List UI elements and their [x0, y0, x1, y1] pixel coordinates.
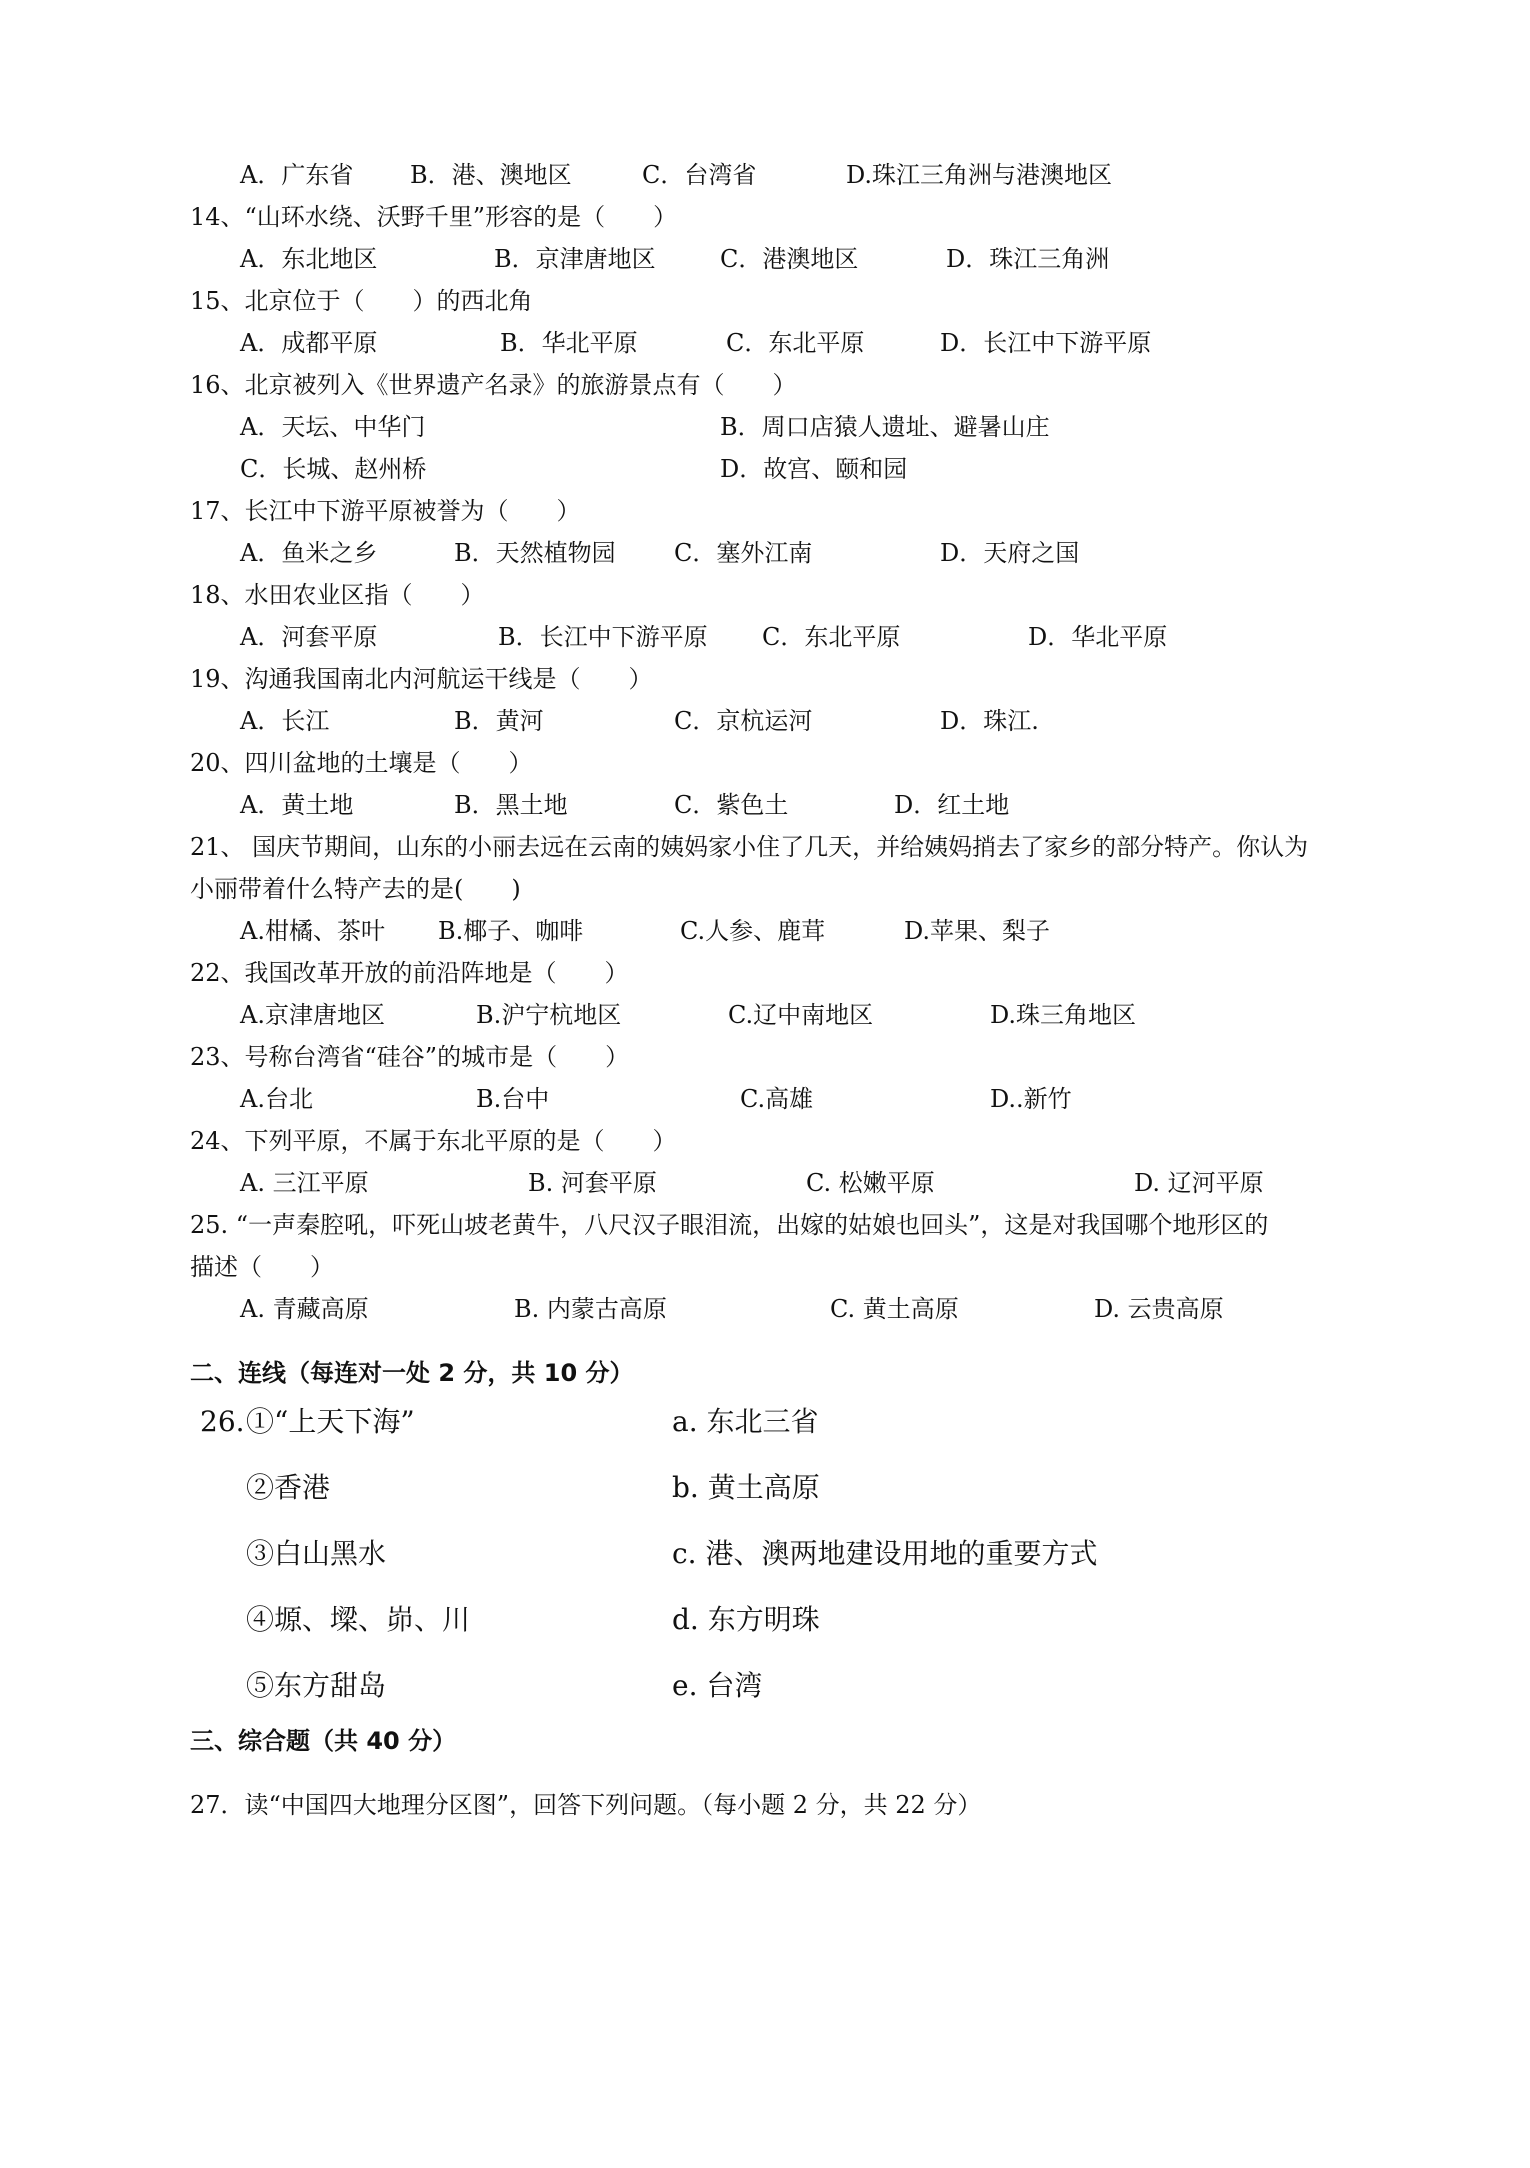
q14-option-d: D．珠江三角洲 — [946, 245, 1110, 273]
q24-stem: 24、下列平原，不属于东北平原的是（ ） — [190, 1127, 677, 1155]
q21-option-b: B.椰子、咖啡 — [438, 917, 584, 945]
q21-option-d: D.苹果、梨子 — [904, 917, 1051, 945]
q26-left-item-2: ②香港 — [246, 1471, 331, 1504]
q22-option-a: A.京津唐地区 — [240, 1001, 385, 1029]
q13-option-a: A．广东省 — [240, 161, 354, 189]
q16-options-row1 — [0, 406, 1530, 448]
q25-options — [0, 1288, 1530, 1330]
q17-stem: 17、长江中下游平原被誉为（ ） — [190, 497, 581, 525]
q19-stem: 19、沟通我国南北内河航运干线是（ ） — [190, 665, 653, 693]
q26-right-item-d: d. 东方明珠 — [672, 1603, 820, 1636]
q20-option-d: D．红土地 — [894, 791, 1010, 819]
q14-option-c: C．港澳地区 — [720, 245, 859, 273]
q13-option-d: D.珠江三角洲与港澳地区 — [846, 161, 1113, 189]
q24-option-c: C. 松嫩平原 — [806, 1169, 935, 1197]
q23-options — [0, 1078, 1530, 1120]
q25-option-b: B. 内蒙古高原 — [514, 1295, 667, 1323]
q18-stem: 18、水田农业区指（ ） — [190, 581, 485, 609]
q21-stem-line2: 小丽带着什么特产去的是( ) — [190, 875, 521, 903]
q20-option-c: C．紫色土 — [674, 791, 789, 819]
q24-option-a: A. 三江平原 — [240, 1169, 369, 1197]
q17-option-b: B．天然植物园 — [454, 539, 616, 567]
q15-option-c: C．东北平原 — [726, 329, 865, 357]
q13-option-b: B．港、澳地区 — [410, 161, 572, 189]
q19-options — [0, 700, 1530, 742]
q13-options — [0, 154, 1530, 196]
q23-option-c: C.高雄 — [740, 1085, 814, 1113]
q21-option-c: C.人参、鹿茸 — [680, 917, 826, 945]
q16-options-row2 — [0, 448, 1530, 490]
q26-right-item-c: c. 港、澳两地建设用地的重要方式 — [672, 1537, 1098, 1570]
q16-option-d: D．故宫、颐和园 — [720, 455, 908, 483]
q22-option-b: B.沪宁杭地区 — [476, 1001, 622, 1029]
q27-stem: 27．读“中国四大地理分区图”，回答下列问题。（每小题 2 分，共 22 分） — [190, 1791, 982, 1819]
q19-option-a: A．长江 — [240, 707, 330, 735]
q13-option-c: C．台湾省 — [642, 161, 757, 189]
q25-option-a: A. 青藏高原 — [240, 1295, 369, 1323]
q22-option-c: C.辽中南地区 — [728, 1001, 874, 1029]
q23-option-d: D..新竹 — [990, 1085, 1072, 1113]
q19-option-c: C．京杭运河 — [674, 707, 813, 735]
q21-option-a: A.柑橘、茶叶 — [240, 917, 385, 945]
q21-options — [0, 910, 1530, 952]
q16-option-b: B．周口店猿人遗址、避暑山庄 — [720, 413, 1050, 441]
q18-option-b: B．长江中下游平原 — [498, 623, 708, 651]
q15-option-a: A．成都平原 — [240, 329, 378, 357]
q26-left-item-3: ③白山黑水 — [246, 1537, 387, 1570]
q15-stem: 15、北京位于（ ）的西北角 — [190, 287, 533, 315]
q24-options — [0, 1162, 1530, 1204]
q14-option-a: A．东北地区 — [240, 245, 378, 273]
q18-options — [0, 616, 1530, 658]
q15-options — [0, 322, 1530, 364]
q24-option-b: B. 河套平原 — [528, 1169, 657, 1197]
q23-option-b: B.台中 — [476, 1085, 550, 1113]
q15-option-b: B．华北平原 — [500, 329, 638, 357]
q17-option-c: C．塞外江南 — [674, 539, 813, 567]
section-3-heading: 三、综合题（共 40 分） — [190, 1727, 457, 1755]
q17-option-a: A．鱼米之乡 — [240, 539, 378, 567]
q14-options — [0, 238, 1530, 280]
q16-option-c: C．长城、赵州桥 — [240, 455, 427, 483]
q18-option-a: A．河套平原 — [240, 623, 378, 651]
q20-options — [0, 784, 1530, 826]
q22-stem: 22、我国改革开放的前沿阵地是（ ） — [190, 959, 629, 987]
q25-stem-line2: 描述（ ） — [190, 1253, 334, 1281]
section-2-heading: 二、连线（每连对一处 2 分，共 10 分） — [190, 1359, 634, 1387]
q26-right-item-e: e. 台湾 — [672, 1669, 763, 1702]
q26-left-item-1: ①“上天下海” — [246, 1405, 415, 1438]
q21-stem-line1: 21、 国庆节期间，山东的小丽去远在云南的姨妈家小住了几天，并给姨妈捎去了家乡的部分特产。你认为 — [190, 833, 1309, 861]
q18-option-c: C．东北平原 — [762, 623, 901, 651]
q14-option-b: B．京津唐地区 — [494, 245, 656, 273]
q14-stem: 14、“山环水绕、沃野千里”形容的是（ ） — [190, 203, 678, 231]
q22-options — [0, 994, 1530, 1036]
q25-stem-line1: 25. “一声秦腔吼，吓死山坡老黄牛，八尺汉子眼泪流，出嫁的姑娘也回头”，这是对我国哪个地形区的 — [190, 1211, 1269, 1239]
q26-right-item-b: b. 黄土高原 — [672, 1471, 820, 1504]
q16-option-a: A．天坛、中华门 — [240, 413, 426, 441]
q17-options — [0, 532, 1530, 574]
q22-option-d: D.珠三角地区 — [990, 1001, 1137, 1029]
q26-left-item-5: ⑤东方甜岛 — [246, 1669, 387, 1702]
q26-number: 26. — [200, 1405, 245, 1438]
q18-option-d: D．华北平原 — [1028, 623, 1168, 651]
q24-option-d: D. 辽河平原 — [1134, 1169, 1264, 1197]
q20-option-b: B．黑土地 — [454, 791, 568, 819]
q17-option-d: D．天府之国 — [940, 539, 1080, 567]
q26-right-item-a: a. 东北三省 — [672, 1405, 819, 1438]
q26-left-item-4: ④塬、墚、峁、川 — [246, 1603, 471, 1636]
q25-option-c: C. 黄土高原 — [830, 1295, 959, 1323]
q16-stem: 16、北京被列入《世界遗产名录》的旅游景点有（ ） — [190, 371, 797, 399]
q25-option-d: D. 云贵高原 — [1094, 1295, 1224, 1323]
q23-stem: 23、号称台湾省“硅谷”的城市是（ ） — [190, 1043, 630, 1071]
q19-option-d: D．珠江. — [940, 707, 1039, 735]
q20-option-a: A．黄土地 — [240, 791, 354, 819]
q20-stem: 20、四川盆地的土壤是（ ） — [190, 749, 533, 777]
q15-option-d: D．长江中下游平原 — [940, 329, 1152, 357]
q23-option-a: A.台北 — [240, 1085, 313, 1113]
q19-option-b: B．黄河 — [454, 707, 544, 735]
